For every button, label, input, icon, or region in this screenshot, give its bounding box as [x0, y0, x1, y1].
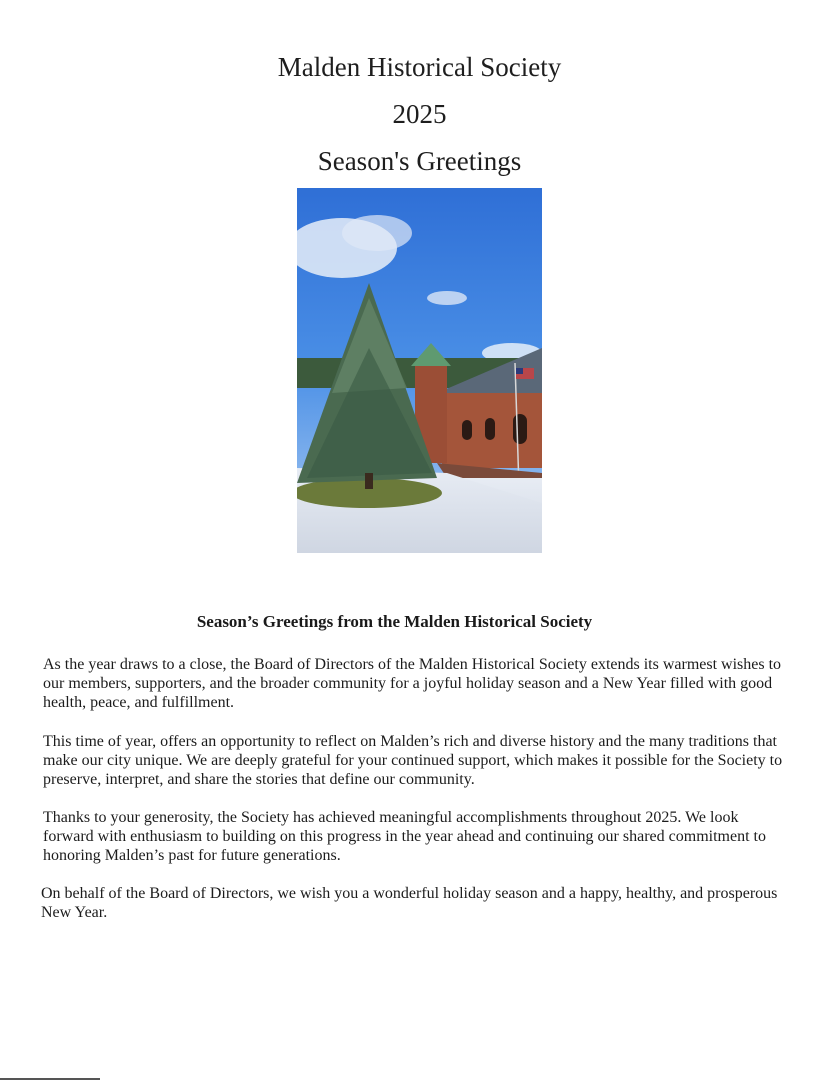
window: [485, 418, 495, 440]
year-title: 2025: [392, 99, 447, 129]
holiday-photo-illustration: [297, 188, 542, 553]
holiday-photo: [297, 188, 542, 553]
letter-paragraph: Thanks to your generosity, the Society has achieved meaningful accomplishments throughout 2025. We look forward with enthusiasm to building on this progress in the year ahead and continuing our shared commitment to honoring Malden’s past for future generations.: [43, 809, 766, 864]
letter-paragraph: This time of year, offers an opportunity to reflect on Malden’s rich and diverse history and the many traditions that make our city unique. We are deeply grateful for your continued support, which makes it possible for the Society to preserve, interpret, and share the stories that define our community.: [43, 733, 783, 788]
flag-canton: [516, 368, 523, 374]
cloud: [427, 291, 467, 305]
window: [513, 414, 527, 444]
tree-trunk: [365, 473, 373, 489]
cloud: [342, 215, 412, 251]
letter-paragraph: On behalf of the Board of Directors, we wish you a wonderful holiday season and a happy, healthy, and prosperous New Year.: [41, 885, 778, 921]
organization-title: Malden Historical Society: [277, 52, 562, 82]
letter-subheading: Season’s Greetings from the Malden Historical Society: [196, 612, 593, 631]
window: [462, 420, 472, 440]
greeting-title: Season's Greetings: [317, 146, 522, 176]
letter-paragraph: As the year draws to a close, the Board of Directors of the Malden Historical Society extends its warmest wishes to our members, supporters, and the broader community for a joyful holiday season and a New Year filled with good health, peace, and fulfillment.: [43, 656, 782, 711]
